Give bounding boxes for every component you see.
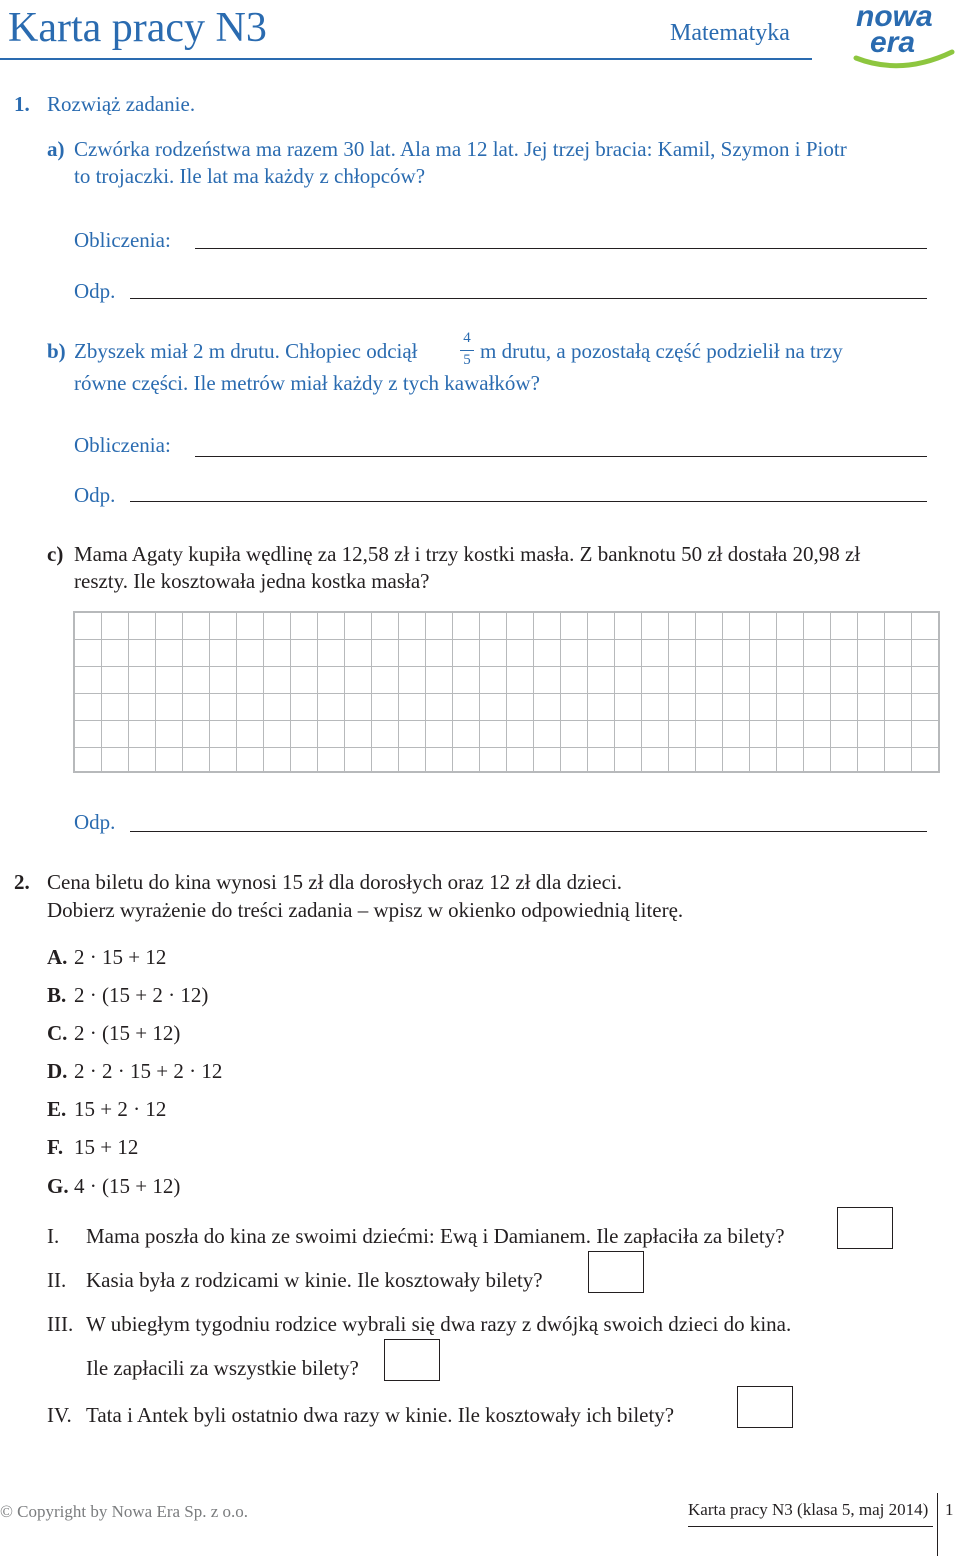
option-expression: 15 + 2 · 12 [74, 1097, 167, 1121]
svg-text:nowa: nowa [856, 0, 933, 33]
question-number: III. [47, 1312, 74, 1336]
task1-number: 1. [14, 92, 30, 116]
answer-box[interactable] [837, 1207, 893, 1249]
answer-box[interactable] [384, 1339, 440, 1381]
fraction-denominator: 5 [463, 352, 471, 368]
task1b-answer-label: Odp. [74, 483, 116, 507]
svg-text:era: era [870, 26, 916, 59]
task1a-line1: Czwórka rodzeństwa ma razem 30 lat. Ala ma 12 lat. Jej trzej bracia: Kamil, Szymon i Piotr [74, 137, 847, 161]
fraction-bar [460, 350, 474, 351]
page-title: Karta pracy N3 [8, 5, 267, 51]
option-expression: 2 · (15 + 2 · 12) [74, 983, 209, 1007]
task2-line1: Cena biletu do kina wynosi 15 zł dla dorosłych oraz 12 zł dla dzieci. [47, 870, 623, 894]
option-letter: F. [47, 1135, 64, 1159]
question-number: I. [47, 1224, 60, 1248]
task1c-line2: reszty. Ile kosztowała jedna kostka masła? [74, 569, 430, 593]
task1b-line1-after: m drutu, a pozostałą część podzielił na trzy [480, 339, 843, 363]
task1b-calc-line[interactable] [195, 456, 927, 457]
task1b-line2: równe części. Ile metrów miał każdy z tych kawałków? [74, 371, 540, 395]
calculation-grid[interactable] [73, 611, 940, 773]
page-number: 1 [945, 1500, 954, 1519]
task1a-calc-line[interactable] [195, 248, 927, 249]
question-text: Tata i Antek byli ostatnio dwa razy w kinie. Ile kosztowały ich bilety? [86, 1403, 675, 1427]
option-letter: E. [47, 1097, 67, 1121]
option-letter: D. [47, 1059, 68, 1083]
option-expression: 2 · (15 + 12) [74, 1021, 181, 1045]
option-letter: C. [47, 1021, 68, 1045]
task2-line2: Dobierz wyrażenie do treści zadania – wpisz w okienko odpowiednią literę. [47, 898, 684, 922]
question-text-continued: Ile zapłacili za wszystkie bilety? [86, 1356, 359, 1380]
task1a-line2: to trojaczki. Ile lat ma każdy z chłopców? [74, 164, 426, 188]
option-letter: G. [47, 1174, 69, 1198]
option-letter: B. [47, 983, 67, 1007]
task2-number: 2. [14, 870, 30, 894]
task1c-line1: Mama Agaty kupiła wędlinę za 12,58 zł i trzy kostki masła. Z banknotu 50 zł dostała 20,98 zł [74, 542, 861, 566]
task1b-label: b) [47, 339, 66, 363]
option-letter: A. [47, 945, 68, 969]
task1a-answer-label: Odp. [74, 279, 116, 303]
task1b-line1-before: Zbyszek miał 2 m drutu. Chłopiec odciął [74, 339, 418, 363]
question-text: Kasia była z rodzicami w kinie. Ile kosztowały bilety? [86, 1268, 543, 1292]
footer-info: Karta pracy N3 (klasa 5, maj 2014) [688, 1500, 929, 1519]
option-expression: 4 · (15 + 12) [74, 1174, 181, 1198]
option-expression: 2 · 15 + 12 [74, 945, 167, 969]
task1b-answer-line[interactable] [130, 501, 927, 502]
task1c-answer-line[interactable] [130, 831, 927, 832]
task1-prompt: Rozwiąż zadanie. [47, 92, 196, 116]
task1c-label: c) [47, 542, 64, 566]
answer-box[interactable] [737, 1386, 793, 1428]
question-number: II. [47, 1268, 67, 1292]
question-text: Mama poszła do kina ze swoimi dziećmi: Ewą i Damianem. Ile zapłaciła za bilety? [86, 1224, 785, 1248]
task1a-calc-label: Obliczenia: [74, 228, 171, 252]
question-number: IV. [47, 1403, 72, 1427]
task1a-answer-line[interactable] [130, 298, 927, 299]
question-text: W ubiegłym tygodniu rodzice wybrali się dwa razy z dwójką swoich dzieci do kina. [86, 1312, 792, 1336]
footer-vertical-divider [937, 1493, 938, 1556]
subject-label: Matematyka [670, 20, 790, 46]
footer-divider [688, 1526, 933, 1527]
nowa-era-logo [852, 0, 956, 72]
title-divider [0, 58, 812, 60]
task1b-calc-label: Obliczenia: [74, 433, 171, 457]
task1c-answer-label: Odp. [74, 810, 116, 834]
option-expression: 2 · 2 · 15 + 2 · 12 [74, 1059, 223, 1083]
copyright-text: © Copyright by Nowa Era Sp. z o.o. [0, 1502, 249, 1521]
task1a-label: a) [47, 137, 65, 161]
fraction-numerator: 4 [463, 330, 471, 346]
option-expression: 15 + 12 [74, 1135, 139, 1159]
answer-box[interactable] [588, 1251, 644, 1293]
